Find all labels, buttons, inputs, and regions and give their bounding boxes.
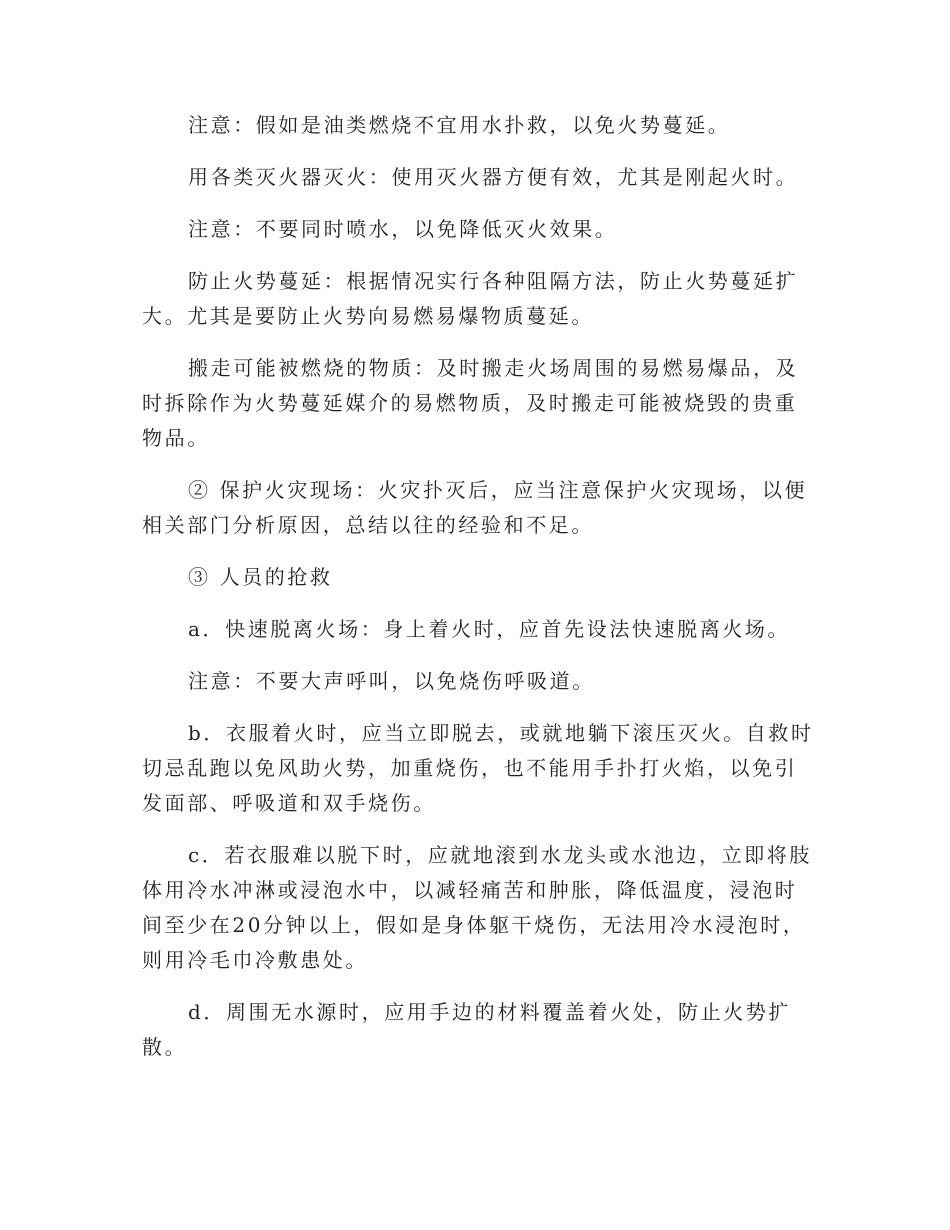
paragraph-no-water-source: d．周围无水源时，应用手边的材料覆盖着火处，防止火势扩散。	[142, 1000, 792, 1059]
paragraph-no-shouting-note: 注意：不要大声呼叫，以免烧伤呼吸道。	[188, 669, 595, 693]
paragraph-no-water-note: 注意：不要同时喷水，以免降低灭火效果。	[188, 217, 618, 241]
paragraph-prevent-spread: 防止火势蔓延：根据情况实行各种阻隔方法，防止火势蔓延扩大。尤其是要防止火势向易燃易爆物质蔓延。	[142, 269, 799, 328]
document-body	[142, 108, 814, 1082]
paragraph-protect-scene: ② 保护火灾现场：火灾扑灭后，应当注意保护火灾现场，以便相关部门分析原因，总结以往的经验和不足。	[142, 478, 808, 537]
paragraph-oil-fire-note: 注意：假如是油类燃烧不宜用水扑救，以免火势蔓延。	[188, 113, 731, 137]
paragraph-cool-water: c．若衣服难以脱下时，应就地滚到水龙头或水池边，立即将肢体用冷水冲淋或浸泡水中，以减轻痛苦和肿胀，降低温度，浸泡时间至少在20分钟以上，假如是身体躯干烧伤，无法用冷水浸泡时，则用冷毛巾冷敷患处。	[142, 843, 813, 972]
paragraph-remove-flammables: 搬走可能被燃烧的物质：及时搬走火场周围的易燃易爆品，及时拆除作为火势蔓延媒介的易燃物质，及时搬走可能被烧毁的贵重物品。	[142, 356, 799, 450]
paragraph-escape-fire: a．快速脱离火场：身上着火时，应首先设法快速脱离火场。	[188, 617, 791, 641]
paragraph-rescue-heading: ③ 人员的抢救	[188, 565, 333, 589]
paragraph-extinguisher: 用各类灭火器灭火：使用灭火器方便有效，尤其是刚起火时。	[188, 165, 799, 189]
paragraph-clothes-on-fire: b．衣服着火时，应当立即脱去，或就地躺下滚压灭火。自救时切忌乱跑以免风助火势，加重烧伤，也不能用手扑打火焰，以免引发面部、呼吸道和双手烧伤。	[142, 721, 814, 815]
